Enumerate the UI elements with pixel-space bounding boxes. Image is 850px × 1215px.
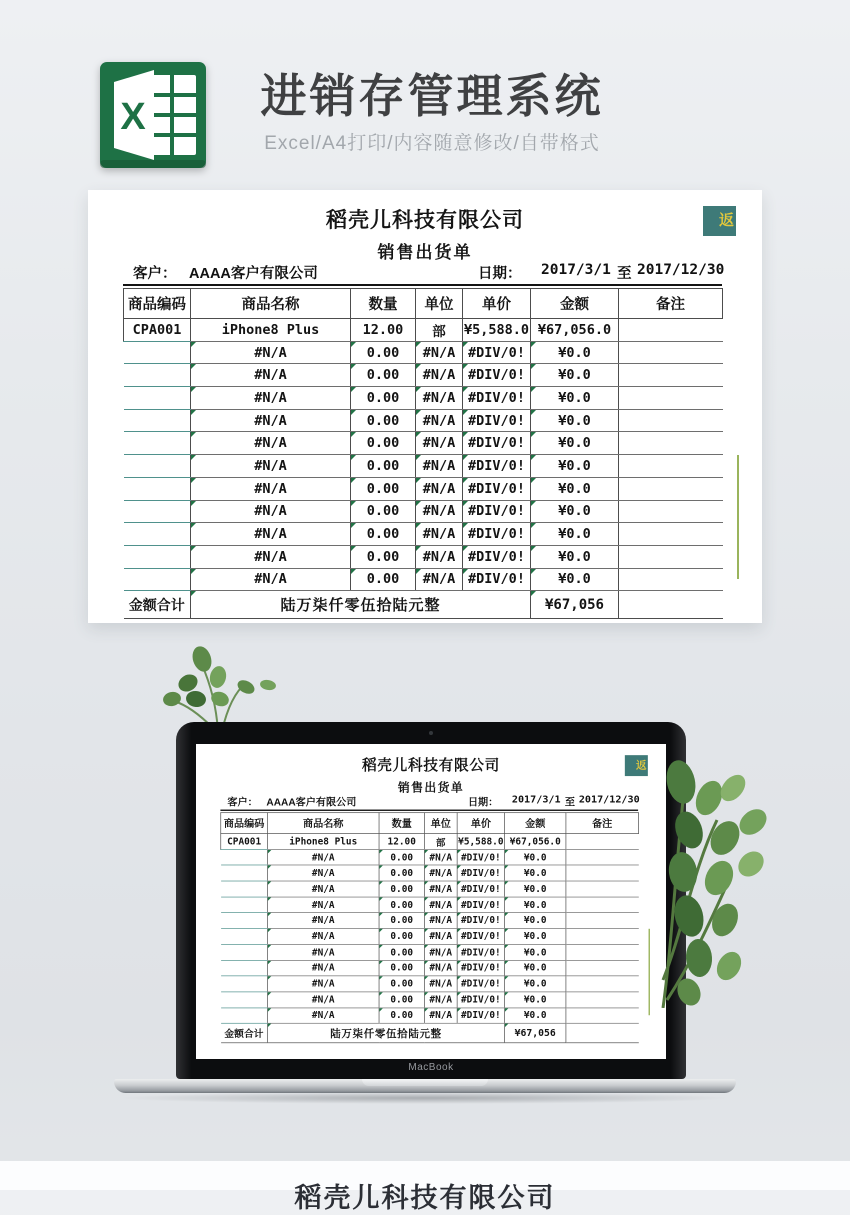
cell-amount: ¥0.0 xyxy=(531,409,619,432)
cell-qty: 0.00 xyxy=(379,897,424,913)
cell-qty: 0.00 xyxy=(351,523,416,546)
cell-unit: #N/A xyxy=(424,881,457,897)
cell-price: #DIV/0! xyxy=(463,409,531,432)
cell-code xyxy=(124,364,191,387)
col-header-code: 商品编码 xyxy=(221,813,268,834)
cell-code: CPA001 xyxy=(221,834,268,850)
total-note-cell xyxy=(566,1023,639,1043)
col-header-qty: 数量 xyxy=(351,289,416,319)
cell-name: iPhone8 Plus xyxy=(191,319,351,342)
invoice-doc-title: 销售出货单 xyxy=(397,780,465,795)
cell-code xyxy=(221,849,268,865)
cell-name: #N/A xyxy=(191,387,351,410)
cell-name: #N/A xyxy=(267,960,379,976)
cell-unit: #N/A xyxy=(424,960,457,976)
cell-qty: 0.00 xyxy=(379,1008,424,1024)
col-header-note: 备注 xyxy=(566,813,639,834)
total-amount-cell: ¥67,056 xyxy=(531,591,619,619)
cell-price: #DIV/0! xyxy=(463,432,531,455)
cell-price: #DIV/0! xyxy=(457,881,504,897)
table-row xyxy=(221,913,639,929)
cell-unit: #N/A xyxy=(416,387,463,410)
page-title: 进销存管理系统 xyxy=(260,70,604,122)
cell-amount: ¥0.0 xyxy=(531,432,619,455)
cell-unit: 部 xyxy=(424,834,457,850)
cell-note xyxy=(566,881,639,897)
cell-code xyxy=(124,523,191,546)
cell-price: #DIV/0! xyxy=(463,500,531,523)
accent-green-line xyxy=(737,455,739,579)
cell-qty: 0.00 xyxy=(351,455,416,478)
cell-price: #DIV/0! xyxy=(457,944,504,960)
cell-qty: 0.00 xyxy=(379,913,424,929)
cell-name: #N/A xyxy=(267,944,379,960)
cell-code xyxy=(124,455,191,478)
total-amount-chinese-cell: 陆万柒仟零伍拾陆元整 xyxy=(267,1023,504,1043)
cell-name: #N/A xyxy=(191,477,351,500)
cell-amount: ¥0.0 xyxy=(505,929,566,945)
cell-amount: ¥0.0 xyxy=(505,849,566,865)
divider-line xyxy=(123,284,722,286)
cell-price: #DIV/0! xyxy=(463,364,531,387)
cell-price: #DIV/0! xyxy=(463,455,531,478)
cell-note xyxy=(619,523,723,546)
sales-invoice-sheet xyxy=(88,190,762,623)
table-row xyxy=(221,1008,639,1024)
cell-price: #DIV/0! xyxy=(463,568,531,591)
date-from-value: 2017/3/1 xyxy=(511,794,561,806)
invoice-table xyxy=(220,812,638,1043)
cell-price: #DIV/0! xyxy=(457,849,504,865)
cell-unit: #N/A xyxy=(416,364,463,387)
cell-note xyxy=(619,500,723,523)
cell-qty: 0.00 xyxy=(351,341,416,364)
col-header-amount: 金额 xyxy=(505,813,566,834)
macbook-brand-label: MacBook xyxy=(408,1062,454,1073)
col-header-price: 单价 xyxy=(457,813,504,834)
cell-qty: 0.00 xyxy=(379,881,424,897)
cell-note xyxy=(566,913,639,929)
macbook-camera-icon xyxy=(429,731,433,735)
invoice-meta-row xyxy=(220,794,638,809)
col-header-price: 单价 xyxy=(463,289,531,319)
cell-price: #DIV/0! xyxy=(457,992,504,1008)
table-row xyxy=(124,568,723,591)
invoice-doc-title: 销售出货单 xyxy=(377,243,473,262)
date-to-label: 至 xyxy=(564,796,575,809)
cell-name: iPhone8 Plus xyxy=(267,834,379,850)
cell-amount: ¥0.0 xyxy=(531,455,619,478)
table-row xyxy=(221,992,639,1008)
table-row xyxy=(124,364,723,387)
invoice-table xyxy=(123,288,723,619)
cell-amount: ¥0.0 xyxy=(505,992,566,1008)
cell-unit: #N/A xyxy=(416,432,463,455)
col-header-note: 备注 xyxy=(619,289,723,319)
cell-unit: #N/A xyxy=(416,545,463,568)
cell-code xyxy=(221,881,268,897)
cell-note xyxy=(619,387,723,410)
cell-note xyxy=(566,897,639,913)
back-button[interactable]: 返 xyxy=(625,755,648,776)
customer-value: AAAA客户有限公司 xyxy=(189,266,318,282)
date-label: 日期： xyxy=(478,266,522,282)
cell-price: #DIV/0! xyxy=(463,387,531,410)
cell-note xyxy=(619,319,723,342)
cell-amount: ¥67,056.0 xyxy=(531,319,619,342)
cell-name: #N/A xyxy=(267,929,379,945)
cell-code xyxy=(221,865,268,881)
cell-amount: ¥0.0 xyxy=(505,976,566,992)
col-header-code: 商品编码 xyxy=(124,289,191,319)
cell-amount: ¥0.0 xyxy=(505,897,566,913)
cell-name: #N/A xyxy=(267,881,379,897)
cell-code xyxy=(124,568,191,591)
cell-name: #N/A xyxy=(191,500,351,523)
cell-note xyxy=(619,477,723,500)
total-note-cell xyxy=(619,591,723,619)
cell-name: #N/A xyxy=(267,897,379,913)
cell-qty: 0.00 xyxy=(351,432,416,455)
cell-note xyxy=(566,944,639,960)
cell-note xyxy=(566,834,639,850)
col-header-unit: 单位 xyxy=(424,813,457,834)
cell-price: #DIV/0! xyxy=(457,1008,504,1024)
cell-note xyxy=(566,1008,639,1024)
cell-name: #N/A xyxy=(267,976,379,992)
cell-qty: 0.00 xyxy=(379,960,424,976)
cell-note xyxy=(566,976,639,992)
cell-amount: ¥0.0 xyxy=(531,477,619,500)
cell-qty: 0.00 xyxy=(351,477,416,500)
svg-text:X: X xyxy=(120,96,146,138)
table-row xyxy=(221,865,639,881)
customer-label: 客户： xyxy=(133,266,177,282)
divider-line xyxy=(220,810,638,811)
cell-price: #DIV/0! xyxy=(457,897,504,913)
cell-amount: ¥0.0 xyxy=(531,568,619,591)
cell-name: #N/A xyxy=(267,913,379,929)
date-to-value: 2017/12/30 xyxy=(637,262,725,278)
cell-code xyxy=(221,976,268,992)
cell-note xyxy=(619,409,723,432)
macbook-screen-content xyxy=(196,744,666,1059)
cell-unit: #N/A xyxy=(416,409,463,432)
cell-unit: #N/A xyxy=(416,500,463,523)
cell-note xyxy=(619,432,723,455)
cell-price: #DIV/0! xyxy=(463,545,531,568)
cell-price: #DIV/0! xyxy=(463,341,531,364)
cell-amount: ¥0.0 xyxy=(531,364,619,387)
cell-code xyxy=(221,944,268,960)
invoice-card xyxy=(88,190,762,623)
cell-name: #N/A xyxy=(191,341,351,364)
cell-code xyxy=(221,1008,268,1024)
cell-note xyxy=(619,455,723,478)
cell-amount: ¥0.0 xyxy=(531,341,619,364)
cell-unit: #N/A xyxy=(416,477,463,500)
cell-qty: 0.00 xyxy=(351,364,416,387)
page-subtitle: Excel/A4打印/内容随意修改/自带格式 xyxy=(264,133,600,154)
cell-amount: ¥67,056.0 xyxy=(505,834,566,850)
table-row xyxy=(221,976,639,992)
cell-unit: 部 xyxy=(416,319,463,342)
plant-left xyxy=(158,643,283,731)
cell-unit: #N/A xyxy=(416,341,463,364)
table-header-row xyxy=(221,813,639,834)
table-row xyxy=(124,341,723,364)
cell-name: #N/A xyxy=(267,865,379,881)
cell-name: #N/A xyxy=(191,523,351,546)
cell-qty: 0.00 xyxy=(351,409,416,432)
total-label-cell: 金额合计 xyxy=(221,1023,268,1043)
table-row xyxy=(221,944,639,960)
table-row xyxy=(124,409,723,432)
cell-price: #DIV/0! xyxy=(463,477,531,500)
cell-code xyxy=(124,341,191,364)
cell-unit: #N/A xyxy=(424,992,457,1008)
cell-unit: #N/A xyxy=(416,568,463,591)
cell-note xyxy=(619,341,723,364)
sales-invoice-sheet xyxy=(196,744,666,1046)
cell-price: ¥5,588.0 xyxy=(457,834,504,850)
table-row xyxy=(124,387,723,410)
cell-amount: ¥0.0 xyxy=(531,523,619,546)
total-amount-chinese-cell: 陆万柒仟零伍拾陆元整 xyxy=(191,591,531,619)
cell-name: #N/A xyxy=(191,545,351,568)
cell-price: #DIV/0! xyxy=(457,913,504,929)
cell-qty: 0.00 xyxy=(351,568,416,591)
cell-price: #DIV/0! xyxy=(457,976,504,992)
cell-unit: #N/A xyxy=(424,849,457,865)
excel-icon xyxy=(100,62,206,168)
cell-unit: #N/A xyxy=(424,913,457,929)
cell-unit: #N/A xyxy=(424,976,457,992)
cell-unit: #N/A xyxy=(424,865,457,881)
date-from-value: 2017/3/1 xyxy=(541,262,611,278)
cell-qty: 0.00 xyxy=(351,500,416,523)
col-header-amount: 金额 xyxy=(531,289,619,319)
cell-qty: 12.00 xyxy=(379,834,424,850)
cell-amount: ¥0.0 xyxy=(505,913,566,929)
cell-note xyxy=(566,849,639,865)
cell-unit: #N/A xyxy=(424,929,457,945)
cell-note xyxy=(566,865,639,881)
cell-code xyxy=(124,432,191,455)
cell-qty: 0.00 xyxy=(379,929,424,945)
total-row xyxy=(124,591,723,619)
total-label-cell: 金额合计 xyxy=(124,591,191,619)
cell-unit: #N/A xyxy=(424,944,457,960)
table-row xyxy=(221,849,639,865)
cell-qty: 0.00 xyxy=(379,944,424,960)
col-header-name: 商品名称 xyxy=(267,813,379,834)
date-to-label: 至 xyxy=(617,266,632,282)
cell-qty: 0.00 xyxy=(379,865,424,881)
col-header-unit: 单位 xyxy=(416,289,463,319)
cell-amount: ¥0.0 xyxy=(505,944,566,960)
cell-amount: ¥0.0 xyxy=(531,545,619,568)
cell-code xyxy=(221,897,268,913)
cell-code xyxy=(124,409,191,432)
cell-unit: #N/A xyxy=(424,897,457,913)
cell-note xyxy=(619,568,723,591)
cell-code xyxy=(221,929,268,945)
cell-price: #DIV/0! xyxy=(457,929,504,945)
col-header-name: 商品名称 xyxy=(191,289,351,319)
cell-code xyxy=(124,387,191,410)
cell-code xyxy=(221,960,268,976)
table-row xyxy=(124,432,723,455)
cell-code: CPA001 xyxy=(124,319,191,342)
macbook-shadow xyxy=(118,1092,732,1104)
cell-unit: #N/A xyxy=(424,1008,457,1024)
table-row xyxy=(221,834,639,850)
table-row xyxy=(221,897,639,913)
back-button[interactable]: 返 xyxy=(703,206,736,236)
cell-name: #N/A xyxy=(191,455,351,478)
cell-price: #DIV/0! xyxy=(463,523,531,546)
cell-name: #N/A xyxy=(267,849,379,865)
invoice-company-title: 稻壳儿科技有限公司 xyxy=(361,757,501,774)
cell-note xyxy=(566,960,639,976)
cell-name: #N/A xyxy=(267,1008,379,1024)
table-row xyxy=(124,500,723,523)
cell-name: #N/A xyxy=(191,568,351,591)
customer-value: AAAA客户有限公司 xyxy=(266,796,357,809)
cell-note xyxy=(619,364,723,387)
cell-price: ¥5,588.0 xyxy=(463,319,531,342)
cell-amount: ¥0.0 xyxy=(505,1008,566,1024)
date-to-value: 2017/12/30 xyxy=(578,794,640,806)
cell-name: #N/A xyxy=(191,364,351,387)
macbook-notch xyxy=(362,1079,488,1086)
table-row xyxy=(221,881,639,897)
date-label: 日期： xyxy=(467,796,499,809)
cell-unit: #N/A xyxy=(416,455,463,478)
bottom-partial-title: 稻壳儿科技有限公司 xyxy=(294,1183,556,1213)
total-amount-cell: ¥67,056 xyxy=(505,1023,566,1043)
cell-qty: 12.00 xyxy=(351,319,416,342)
customer-label: 客户： xyxy=(227,796,258,809)
table-row xyxy=(124,477,723,500)
table-row xyxy=(124,545,723,568)
cell-code xyxy=(124,545,191,568)
cell-qty: 0.00 xyxy=(379,976,424,992)
cell-code xyxy=(221,913,268,929)
table-row xyxy=(221,960,639,976)
table-row xyxy=(124,319,723,342)
cell-qty: 0.00 xyxy=(379,849,424,865)
cell-price: #DIV/0! xyxy=(457,960,504,976)
cell-amount: ¥0.0 xyxy=(505,881,566,897)
cell-price: #DIV/0! xyxy=(457,865,504,881)
invoice-company-title: 稻壳儿科技有限公司 xyxy=(326,209,524,232)
cell-amount: ¥0.0 xyxy=(531,387,619,410)
cell-qty: 0.00 xyxy=(379,992,424,1008)
total-row xyxy=(221,1023,639,1043)
cell-code xyxy=(124,500,191,523)
cell-unit: #N/A xyxy=(416,523,463,546)
table-row xyxy=(124,455,723,478)
cell-name: #N/A xyxy=(191,409,351,432)
cell-amount: ¥0.0 xyxy=(505,865,566,881)
cell-qty: 0.00 xyxy=(351,545,416,568)
table-header-row xyxy=(124,289,723,319)
cell-name: #N/A xyxy=(267,992,379,1008)
cell-name: #N/A xyxy=(191,432,351,455)
table-row xyxy=(124,523,723,546)
cell-amount: ¥0.0 xyxy=(531,500,619,523)
cell-note xyxy=(566,929,639,945)
invoice-meta-row xyxy=(123,262,725,283)
cell-amount: ¥0.0 xyxy=(505,960,566,976)
cell-code xyxy=(221,992,268,1008)
col-header-qty: 数量 xyxy=(379,813,424,834)
cell-note xyxy=(566,992,639,1008)
plant-right xyxy=(633,760,788,1008)
cell-note xyxy=(619,545,723,568)
cell-code xyxy=(124,477,191,500)
table-row xyxy=(221,929,639,945)
cell-qty: 0.00 xyxy=(351,387,416,410)
